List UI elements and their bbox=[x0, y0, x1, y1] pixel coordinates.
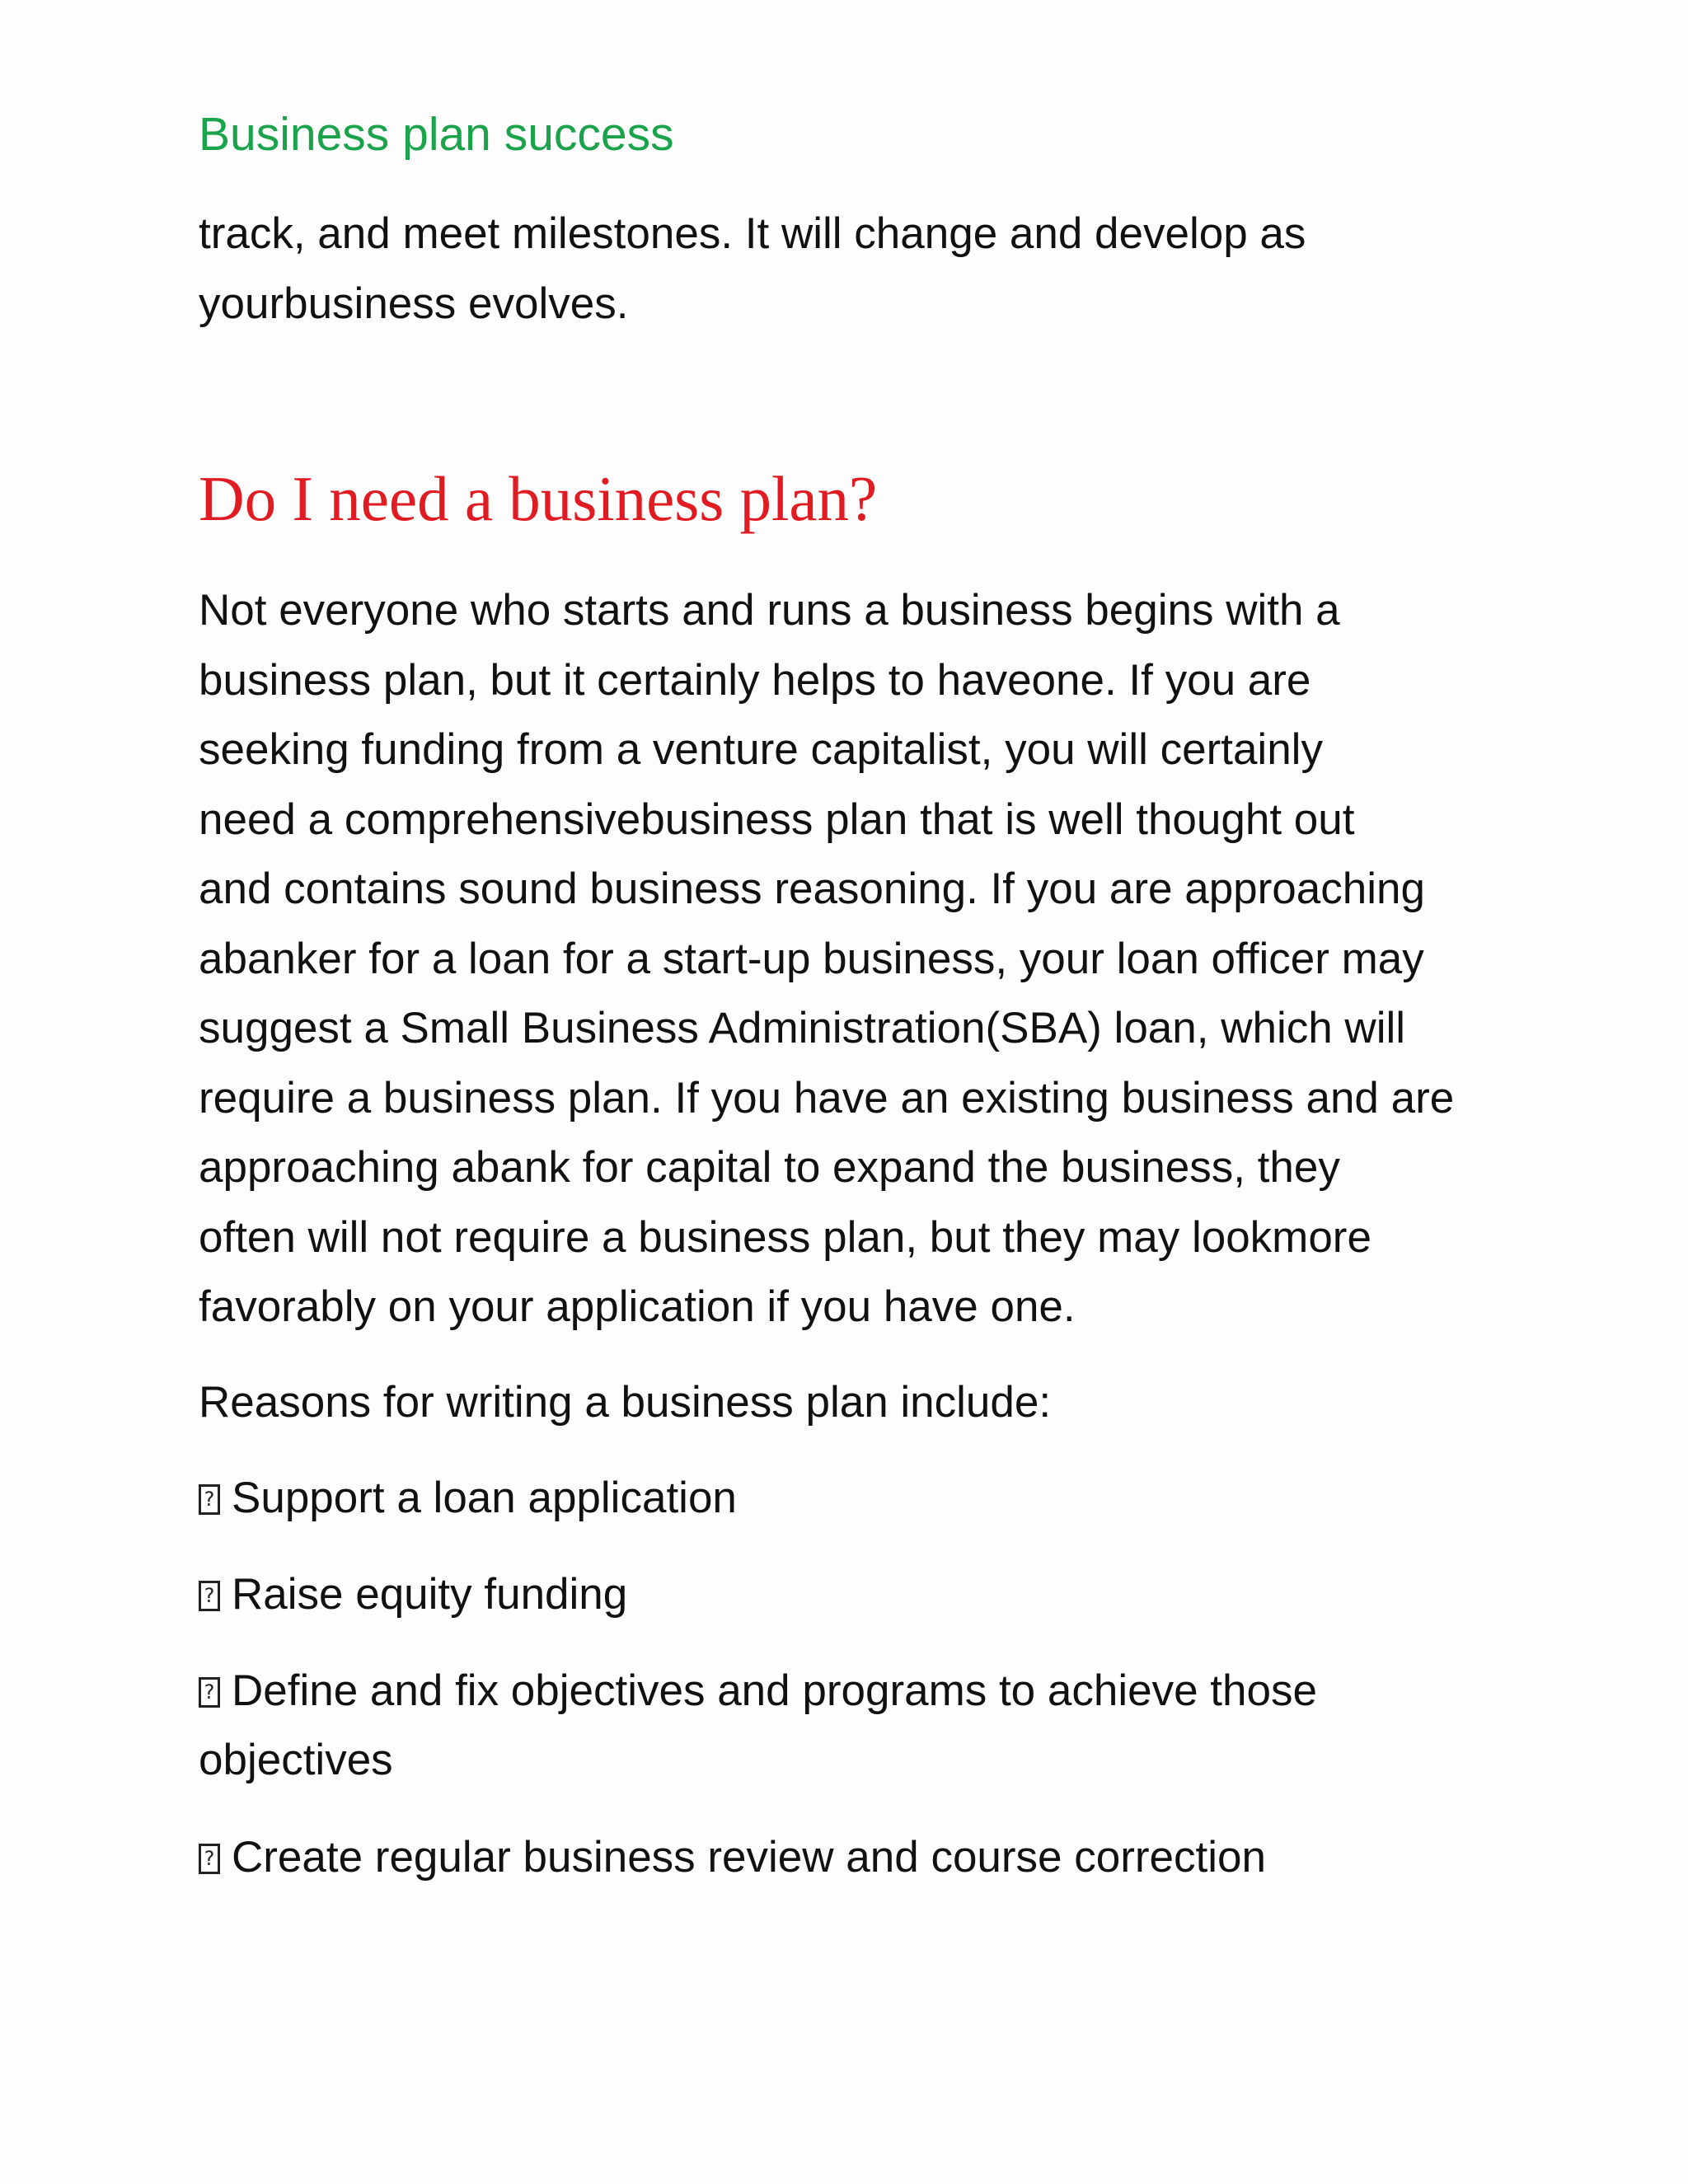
paragraph-line: business plan, but it certainly helps to haveone. If you are bbox=[199, 655, 1311, 705]
bullet-item-objectives bbox=[199, 1657, 1550, 1795]
paragraph-line: favorably on your application if you have one. bbox=[199, 1282, 1076, 1331]
body-paragraph bbox=[199, 576, 1550, 1343]
paragraph-line: often will not require a business plan, but they may lookmore bbox=[199, 1212, 1372, 1262]
paragraph-line: and contains sound business reasoning. If you are approaching bbox=[199, 865, 1425, 913]
paragraph-line: require a business plan. If you have an existing business and are bbox=[199, 1073, 1455, 1122]
bullet-item-business-review bbox=[199, 1823, 1550, 1892]
bullet-text: Support a loan application bbox=[232, 1474, 737, 1522]
paragraph-line: Not everyone who starts and runs a business begins with a bbox=[199, 586, 1340, 635]
running-header-title: Business plan success bbox=[199, 108, 674, 161]
missing-glyph-bullet-icon bbox=[199, 1484, 220, 1515]
paragraph-line: need a comprehensivebusiness plan that is well thought out bbox=[199, 794, 1355, 844]
reasons-intro: Reasons for writing a business plan include: bbox=[199, 1378, 1052, 1427]
paragraph-line: track, and meet milestones. It will change and develop as bbox=[199, 209, 1306, 258]
bullet-item-equity-funding bbox=[199, 1560, 1550, 1629]
bullet-item-loan-application bbox=[199, 1464, 1550, 1533]
paragraph-line: yourbusiness evolves. bbox=[199, 279, 629, 328]
missing-glyph-bullet-icon bbox=[199, 1844, 220, 1874]
continuation-paragraph bbox=[199, 199, 1517, 339]
bullet-text: Raise equity funding bbox=[232, 1570, 628, 1619]
paragraph-line: seeking funding from a venture capitalist, you will certainly bbox=[199, 725, 1323, 774]
paragraph-line: approaching abank for capital to expand the business, they bbox=[199, 1143, 1340, 1192]
bullet-text-continuation: objectives bbox=[199, 1736, 393, 1784]
bullet-text: Create regular business review and course correction bbox=[232, 1833, 1266, 1882]
missing-glyph-bullet-icon bbox=[199, 1677, 220, 1708]
bullet-text: Define and fix objectives and programs to achieve those bbox=[232, 1666, 1317, 1715]
missing-glyph-bullet-icon bbox=[199, 1581, 220, 1611]
section-heading: Do I need a business plan? bbox=[199, 463, 878, 534]
paragraph-line: abanker for a loan for a start-up business, your loan officer may bbox=[199, 934, 1424, 983]
paragraph-line: suggest a Small Business Administration(SBA) loan, which will bbox=[199, 1004, 1406, 1052]
